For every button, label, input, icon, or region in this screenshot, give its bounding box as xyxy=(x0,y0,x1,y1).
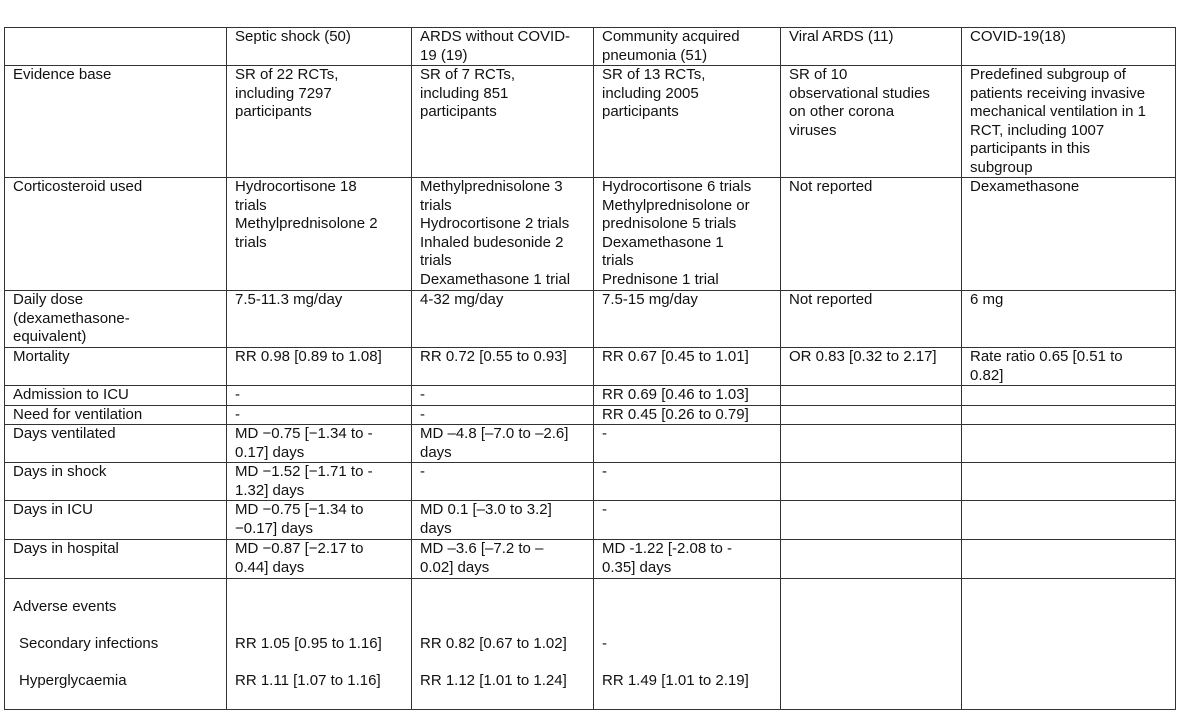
table-cell: RR 0.67 [0.45 to 1.01] xyxy=(594,348,781,386)
table-cell xyxy=(412,579,594,710)
cell-line: RR 0.82 [0.67 to 1.02] xyxy=(420,634,567,652)
table-row xyxy=(5,291,1176,348)
cell-line xyxy=(970,598,1173,617)
adverse-sublabel: Hyperglycaemia xyxy=(19,671,127,689)
table-cell xyxy=(781,579,962,710)
table-row xyxy=(5,579,1176,710)
table-cell: MD –3.6 [–7.2 to – 0.02] days xyxy=(412,540,594,579)
cell-line: RR 1.49 [1.01 to 2.19] xyxy=(602,671,749,689)
row-label: Need for ventilation xyxy=(5,405,227,425)
table-cell: OR 0.83 [0.32 to 2.17] xyxy=(781,348,962,386)
row-label: Days in hospital xyxy=(5,540,227,579)
table-cell xyxy=(781,540,962,579)
table-cell: RR 0.45 [0.26 to 0.79] xyxy=(594,405,781,425)
cell-line: RR 1.11 [1.07 to 1.16] xyxy=(235,671,381,689)
table-cell: - xyxy=(412,463,594,501)
table-row xyxy=(5,386,1176,406)
table-cell xyxy=(962,540,1176,579)
table-cell xyxy=(594,579,781,710)
table-cell: 7.5-11.3 mg/day xyxy=(227,291,412,348)
column-header: Community acquired pneumonia (51) xyxy=(594,28,781,66)
table-cell: MD -1.22 [-2.08 to - 0.35] days xyxy=(594,540,781,579)
table-cell: - xyxy=(594,501,781,540)
table-cell: - xyxy=(227,405,412,425)
row-label: Days ventilated xyxy=(5,425,227,463)
cell-line xyxy=(789,672,959,691)
table-cell xyxy=(962,405,1176,425)
table-row xyxy=(5,348,1176,386)
cell-line xyxy=(970,635,1173,654)
column-header: Viral ARDS (11) xyxy=(781,28,962,66)
table-cell: - xyxy=(227,386,412,406)
table-row xyxy=(5,66,1176,178)
table-row xyxy=(5,405,1176,425)
table-row xyxy=(5,540,1176,579)
header-row xyxy=(5,28,1176,66)
table-cell: - xyxy=(412,405,594,425)
column-header: COVID-19(18) xyxy=(962,28,1176,66)
table-cell: 6 mg xyxy=(962,291,1176,348)
table-cell: SR of 10 observational studies on other corona viruses xyxy=(781,66,962,178)
cell-line: RR 1.05 [0.95 to 1.16] xyxy=(235,634,382,652)
table-cell: MD −0.87 [−2.17 to 0.44] days xyxy=(227,540,412,579)
table-cell: Dexamethasone xyxy=(962,178,1176,291)
table-row xyxy=(5,501,1176,540)
table-cell: Rate ratio 0.65 [0.51 to 0.82] xyxy=(962,348,1176,386)
table-cell: Hydrocortisone 6 trials Methylprednisolone or prednisolone 5 trials Dexamethasone 1 trials Prednisone 1 trial xyxy=(594,178,781,291)
cell-line xyxy=(789,598,959,617)
table-cell xyxy=(962,386,1176,406)
table-cell: - xyxy=(594,425,781,463)
cell-line: - xyxy=(602,634,607,652)
table-cell xyxy=(781,425,962,463)
cell-line xyxy=(420,598,591,617)
row-label: Days in ICU xyxy=(5,501,227,540)
table-cell xyxy=(781,405,962,425)
table-cell: Hydrocortisone 18 trials Methylprednisolone 2 trials xyxy=(227,178,412,291)
table-cell: 7.5-15 mg/day xyxy=(594,291,781,348)
table-cell: RR 0.72 [0.55 to 0.93] xyxy=(412,348,594,386)
table-cell: - xyxy=(594,463,781,501)
header-corner xyxy=(5,28,227,66)
row-label: Daily dose (dexamethasone- equivalent) xyxy=(5,291,227,348)
cell-line xyxy=(235,598,409,617)
cell-line: RR 1.12 [1.01 to 1.24] xyxy=(420,671,567,689)
row-label xyxy=(5,579,227,710)
table-cell: MD −0.75 [−1.34 to - 0.17] days xyxy=(227,425,412,463)
table-cell: 4-32 mg/day xyxy=(412,291,594,348)
table-cell xyxy=(962,579,1176,710)
table-cell xyxy=(962,463,1176,501)
row-label: Corticosteroid used xyxy=(5,178,227,291)
cell-line xyxy=(789,635,959,654)
adverse-events-label: Adverse events xyxy=(13,597,117,615)
table-cell xyxy=(227,579,412,710)
adverse-sublabel: Secondary infections xyxy=(19,634,159,652)
table-cell: Not reported xyxy=(781,178,962,291)
table-cell xyxy=(781,463,962,501)
column-header: Septic shock (50) xyxy=(227,28,412,66)
table-cell: Methylprednisolone 3 trials Hydrocortisone 2 trials Inhaled budesonide 2 trials Dexamethasone 1 trial xyxy=(412,178,594,291)
comparison-table xyxy=(4,27,1176,710)
table-cell xyxy=(962,425,1176,463)
table-cell: Predefined subgroup of patients receiving invasive mechanical ventilation in 1 RCT, including 1007 participants in this subgroup xyxy=(962,66,1176,178)
column-header: ARDS without COVID- 19 (19) xyxy=(412,28,594,66)
table-cell: RR 0.69 [0.46 to 1.03] xyxy=(594,386,781,406)
table-cell: RR 0.98 [0.89 to 1.08] xyxy=(227,348,412,386)
table-row xyxy=(5,425,1176,463)
table-cell xyxy=(962,501,1176,540)
table-cell: - xyxy=(412,386,594,406)
table-cell xyxy=(781,386,962,406)
table-cell: SR of 22 RCTs, including 7297 participants xyxy=(227,66,412,178)
table-cell: SR of 13 RCTs, including 2005 participants xyxy=(594,66,781,178)
table-cell xyxy=(781,501,962,540)
row-label: Admission to ICU xyxy=(5,386,227,406)
table-cell: MD −1.52 [−1.71 to - 1.32] days xyxy=(227,463,412,501)
row-label: Evidence base xyxy=(5,66,227,178)
table-cell: SR of 7 RCTs, including 851 participants xyxy=(412,66,594,178)
cell-line xyxy=(970,672,1173,691)
table-row xyxy=(5,463,1176,501)
row-label: Mortality xyxy=(5,348,227,386)
row-label: Days in shock xyxy=(5,463,227,501)
cell-line xyxy=(602,598,778,617)
table-cell: MD 0.1 [–3.0 to 3.2] days xyxy=(412,501,594,540)
table-cell: Not reported xyxy=(781,291,962,348)
table-cell: MD −0.75 [−1.34 to −0.17] days xyxy=(227,501,412,540)
table-cell: MD –4.8 [–7.0 to –2.6] days xyxy=(412,425,594,463)
table-row xyxy=(5,178,1176,291)
